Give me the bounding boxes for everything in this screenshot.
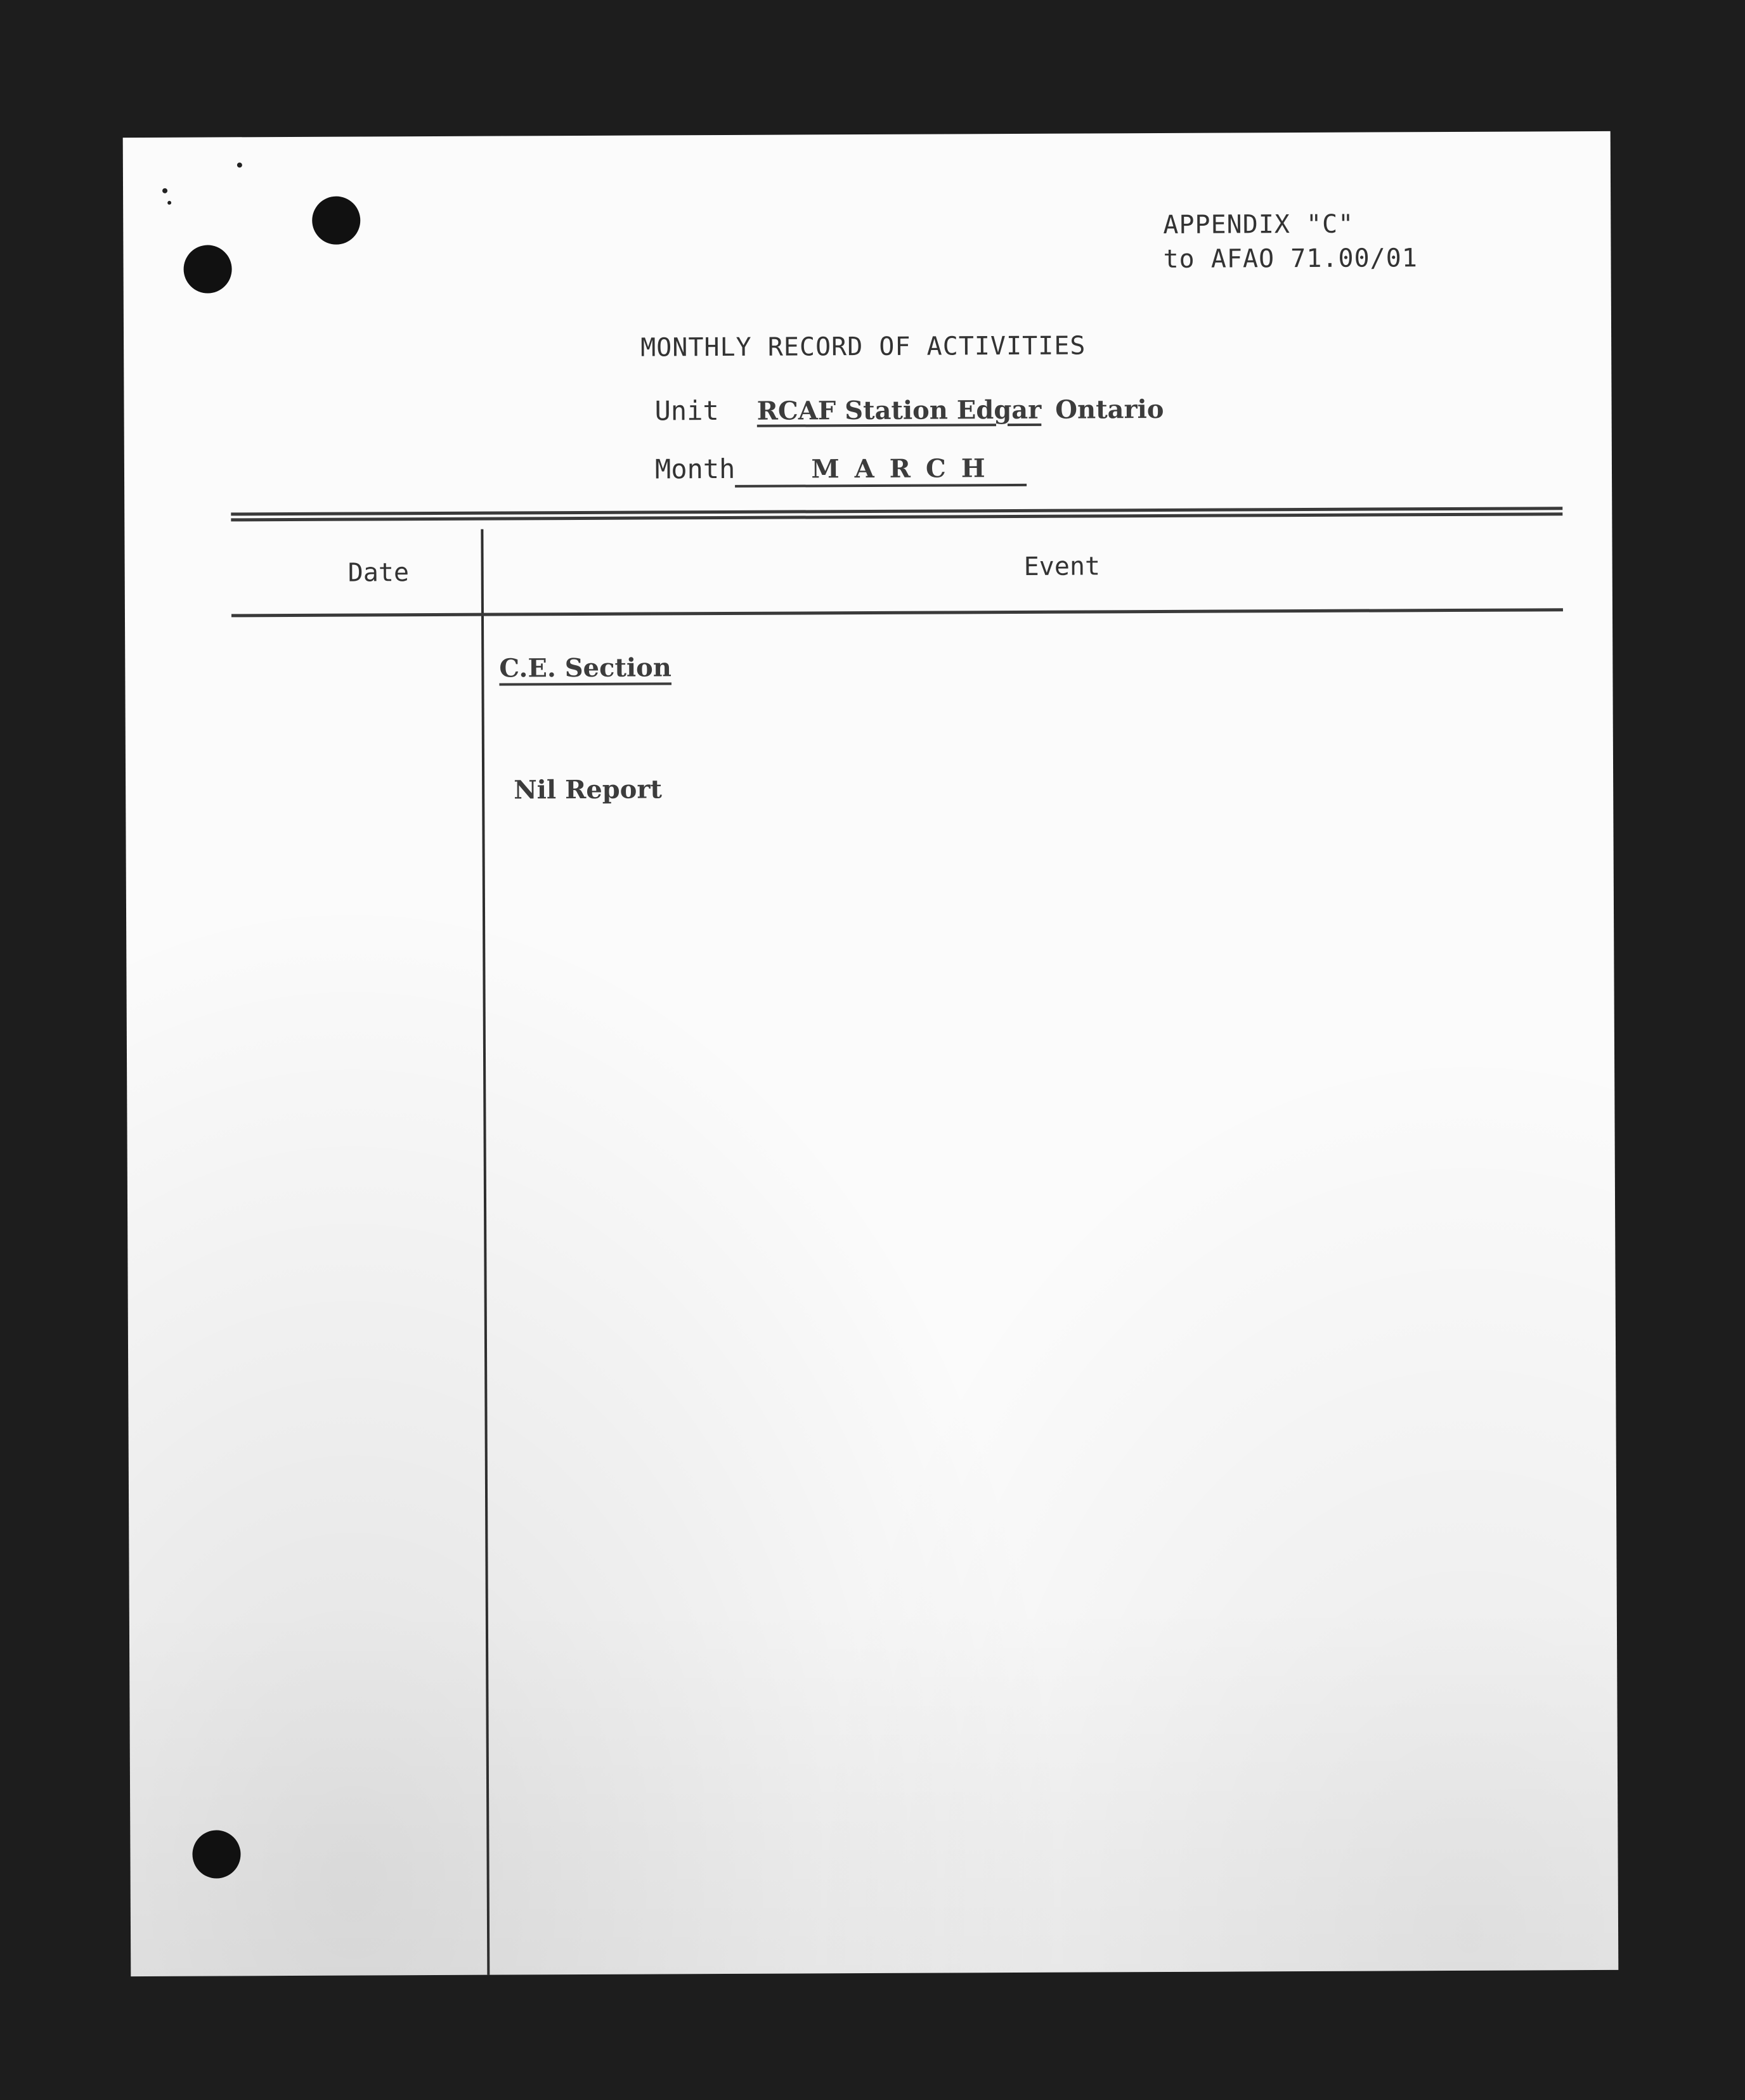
document-sheet	[123, 131, 1619, 1976]
document-title: MONTHLY RECORD OF ACTIVITIES	[640, 331, 1086, 363]
column-header-date: Date	[347, 558, 410, 588]
speck-mark	[162, 188, 167, 193]
unit-field	[654, 393, 1164, 427]
header-bottom-rule	[231, 608, 1563, 617]
section-heading: C.E. Section	[499, 652, 671, 684]
punch-hole-top	[312, 196, 360, 244]
unit-suffix: Ontario	[1055, 394, 1164, 425]
appendix-reference	[1163, 207, 1418, 276]
event-entry: Nil Report	[514, 774, 663, 805]
column-divider	[481, 529, 490, 1976]
month-field	[655, 452, 1027, 488]
appendix-line-1: APPENDIX "C"	[1163, 209, 1354, 240]
unit-value: RCAF Station Edgar	[756, 394, 1042, 426]
speck-mark	[237, 162, 242, 167]
unit-label: Unit	[654, 395, 719, 427]
header-top-rule	[231, 507, 1562, 521]
column-header-event: Event	[1023, 552, 1101, 581]
punch-hole-top-left	[183, 245, 231, 293]
speck-mark	[167, 201, 171, 205]
month-label: Month	[654, 453, 736, 485]
month-value: MARCH	[735, 453, 1027, 488]
appendix-line-2: to AFAO 71.00/01	[1163, 243, 1418, 274]
punch-hole-bottom-left	[192, 1830, 240, 1878]
